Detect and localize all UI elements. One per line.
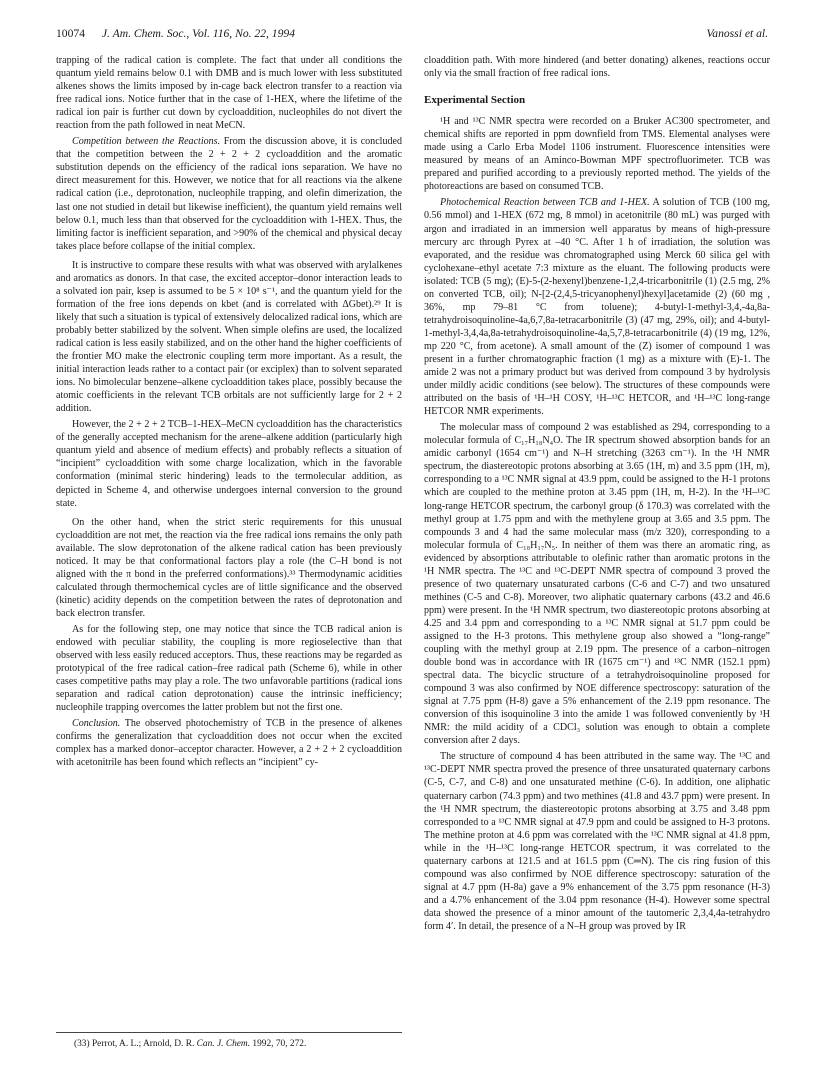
paragraph: ¹H and ¹³C NMR spectra were recorded on a Bruker AC300 spectrometer, and chemical shifts are reported in ppm downfield from TMS. Elemental analyses were made using a Carlo Erba Model 1106 instrument. Fluorescence intensities were measured by means of an Aminco-Bowman MPF spectrofluorimeter. TCB was prepared and purified according to a previously reported method. The yields of the photoreactions are based on consumed TCB. [424,116,770,193]
paragraph-text: A solution of TCB (100 mg, 0.56 mmol) and 1-HEX (672 mg, 8 mmol) in acetonitrile (80 mL) was purged with argon and irradiated in an immersion well apparatus by means of high-pressure mercury arc through Pyrex at –40 °C. After 1 h of irradiation, the solution was evaporated, and the residue was chromatographed using Merck 60 silica gel with cyclohexane–ethyl acetate 7:3 mixture as the eluant. The following products were isolated: TCB (5 mg); (E)-5-(2-hexenyl)benzene-1,2,4-tricarbonitrile (1) (2.5 mg, 2% on converted TCB, oil); N-[2-(2,4,5-tricyanophenyl)hexyl]acetamide (2) (60 mg , 36%, mp 79–81 °C from toluene); 4-butyl-1-methyl-3,4,-4a,8a-tetrahydroisoquinoline-4a,6,7,8a-tetracarbonitrile (3) (47 mg, 29%, oil); and 4-butyl-1-methyl-3,4,4a,8a-tetrahydroisoquinoline-4a,5,7,8-tetracarbonitrile (4) (19 mg, 12%, mp 220 °C, from acetone). A small amount of the (Z) isomer of compound 1 was present in a further chromatographic fraction (1 mg) as a mixture with (E)-1. The amide 2 was not a primary product but was derived from compound 3 by hydrolysis under mildly acidic conditions (see below). The structures of these compounds were attributed on the basis of ¹H–¹H COSY, ¹H–¹³C HETCOR, and ¹H–¹³C long-range HETCOR NMR experiments. [424,197,770,418]
paragraph: As for the following step, one may notice that since the TCB radical anion is endowed with peculiar stability, the coupling is more regioselective than that observed with less easily reduced acceptors. Thus, these reactions may be regarded as prototypical of the free radical cation–free radical path (Scheme 6), while in other cases competitive paths may play a role. The two unfavorable partitions (radical ions separation and radical cation deprotonation) cause the intrinsic inefficiency; nucleophile trapping overcomes the latter problem but not the first one. [56,623,402,714]
paragraph: cloaddition path. With more hindered (and better donating) alkenes, reactions occur only via the small fraction of free radical ions. [424,55,770,80]
paragraph [424,196,770,418]
right-column [424,54,770,1054]
paragraph: The molecular mass of compound 2 was established as 294, corresponding to a molecular formula of C₁₇H₁₈N₄O. The IR spectrum showed absorption bands for an amidic carbonyl (1654 cm⁻¹) and N–H stretching (3263 cm⁻¹). In the ¹H NMR spectrum, the diastereotopic protons absorbing at 3.65 (1H, m) and 3.5 ppm (1H, m), corresponding to a ¹³C NMR signal at 43.9 ppm, could be assigned to the H-1 protons which are coupled to the methine proton at 3.45 ppm (1H, m, H-2). In the ¹H–¹³C long-range HETCOR spectrum, the carbonyl group (δ 170.3) was correlated with the methyl group at 1.75 ppm and with the methylene group at 3.65 and 3.5 ppm. The compounds 3 and 4 had the same molecular mass (m/z 320), corresponding to a molecular formula of C₁₈H₁₇N₅. In neither of them was there an aromatic ring, as evidenced by absorptions attributable to olefinic rather than aromatic protons in the ¹H NMR spectra. The ¹³C and ¹³C-DEPT NMR spectra of compound 3 proved the presence of two quaternary unsaturated carbons (C-6 and C-7) and two unsatured methines (C-5 and C-8). Moreover, two aliphatic quaternary carbons (43.2 and 46.6 ppm) were present. In the ¹H NMR spectrum, two diastereotopic protons absorbing at 4.25 and 3.4 ppm and corresponding to a ¹³C NMR signal at 51.7 ppm could be assigned to the H-3 protons. This methylene group also showed a “long-range” coupling with the methyl group at 2.19 ppm. The presence of a carbon–nitrogen double bond was in accordance with IR (1675 cm⁻¹) and ¹³C NMR (152.1 ppm) spectral data. The bicyclic structure of a tetrahydroisoquinoline proposed for compound 3 was also confirmed by NOE difference spectroscopy: saturation of the signal at 7.75 ppm (H-8) gave a 5% enhancement of the 2.19 ppm resonance. The conversion of this isoquinoline 3 into the amide 1 was followed conveniently by ¹H NMR: the mild acidity of a CDCl₃ solution was enough to obtain a complete conversion after 2 days. [424,422,770,747]
running-header-authors: Vanossi et al. [706,27,768,40]
journal-citation: J. Am. Chem. Soc., Vol. 116, No. 22, 1994 [101,27,295,40]
paragraph: However, the 2 + 2 + 2 TCB–1-HEX–MeCN cycloaddition has the characteristics of the generally accepted mechanism for the arene–alkene addition (particularly high quantum yield and absence of medium effects) and probably reflects a situation of “incipient” cycloaddition with some charge localization, which in the favorable conformation (minimal steric hindering) leads to the termolecular addition, as depicted in Scheme 4, and otherwise undergoes internal conversion to the ground state. [56,419,402,509]
page-number: 10074 [56,27,85,40]
paragraph-text: From the discussion above, it is concluded that the competition between the 2 + 2 + 2 cycloaddition and the aromatic substitution depends on the efficiency of the radical ions separation. We have no direct measurement for this. However, we notice that for all reactions via the alkene radical cation (i.e., deprotonation, nucleophile trapping, and olefin dimerization, the last one not studied in detail but likewise inefficient), the quantum yield remains well below 0.1, much less than that observed for the cycloaddition with 1-HEX. Thus, the limiting factor is inefficient separation, and >90% of the chemical and physical decay takes place before collapse of the initial complex. [56,136,402,252]
section-heading: Experimental Section [424,94,526,107]
paragraph [56,717,402,769]
running-header-left [56,26,295,42]
footnote-text-end: 1992, 70, 272. [250,1039,307,1049]
footnote-text: (33) Perrot, A. L.; Arnold, D. R. [74,1039,197,1049]
footnote-journal: Can. J. Chem. [196,1039,251,1049]
paragraph: trapping of the radical cation is complete. The fact that under all conditions the quantum yield remains below 0.1 with DMB and is much lower with less substituted alkenes shows the limits imposed by in-cage back electron transfer to a reaction via free radical ions. Notice further that in the case of 1-HEX, where the lifetime of the radical ion pair is further cut down by cycloaddition, nucleophiles do not divert the reaction from the path followed in neat MeCN. [56,55,402,132]
footnote [56,1038,402,1050]
page-header [56,26,768,42]
run-in-heading: Competition between the Reactions. [72,136,221,148]
footnote-divider [56,1032,402,1033]
run-in-heading: Photochemical Reaction between TCB and 1-HEX. [440,197,650,209]
paragraph [56,135,402,252]
paragraph: The structure of compound 4 has been attributed in the same way. The ¹³C and ¹³C-DEPT NMR spectra proved the presence of three unsaturated quaternary carbons (C-5, C-7, and C-8) and one unsaturated methine (C-6). In addition, one aliphatic quaternary carbon (74.3 ppm) and two methines (41.8 and 43.7 ppm) were present. In the ¹H NMR spectrum, the diastereotopic protons absorbing at 3.75 and 3.48 ppm corresponded to a ¹³C NMR signal at 47.9 ppm and could be assigned to H-3 protons. The methine proton at 4.6 ppm was correlated with the ¹³C NMR signal at 41.8 ppm, while in the ¹H–¹³C long-range HETCOR spectrum, it was correlated to the quaternary carbons at 121.5 and at 161.5 ppm (C═N). The cis ring fusion of this compound was also confirmed by NOE difference spectroscopy: saturation of the signal at 4.7 ppm (H-8a) gave a 9% enhancement of the 3.75 ppm resonance (H-3) and a 4.7% enhancement of the 3.04 ppm resonance (H-4). However some spectral data showed the presence of a minor amount of the tautomeric 2,3,4,4a-tetrahydro form 4′. In detail, the presence of a N–H group was proved by IR [424,751,770,932]
run-in-heading: Conclusion. [72,718,121,730]
paragraph-text: The observed photochemistry of TCB in the presence of alkenes confirms the generalization that cycloaddition does not occur when the excited complex has a marked donor–acceptor character. However, a 2 + 2 + 2 cycloaddition with acetonitrile has been found which reflects an “incipient” cy- [56,718,402,769]
left-column [56,54,402,1054]
paragraph: On the other hand, when the strict steric requirements for this unusual cycloaddition are not met, the reaction via the free radical ions remains the only path available. The slow deprotonation of the alkene radical cation has been previously noticed. It may be that conformational factors play a role (the C–H bond is not aligned with the π bond in the preferred conformations).³³ Thermodynamic acidities calculated through thermochemical cycles are of little significance and the observed (kinetic) acidity depends on the competition between the rates of deprotonation and back electron transfer. [56,516,402,619]
paragraph: It is instructive to compare these results with what was observed with arylalkenes and aromatics as donors. In that case, the excited acceptor–donor interaction leads to a solvated ion pair, ksep is assumed to be 5 × 10⁸ s⁻¹, and the quantum yield for the formation of the free ions depends on kbet (and is correlated with ΔGbet).²⁹ It is likely that such a situation is typical of extensively delocalized radical ions, which are probably better stabilized by the solvent. When simple olefins are used, the localized radical cation is less easily stabilized, and on the other hand the higher coefficients of the frontier MO make the electronic coupling term more important. As a result, the initial interaction leads rather to a contact pair (or exciplex) than to solvent separated ions. No bimolecular benzene–alkene cycloaddition takes place, possibly because the atomic coefficients in the relevant TCB orbitals are not sufficiently large for 2 + 2 addition. [56,259,402,415]
